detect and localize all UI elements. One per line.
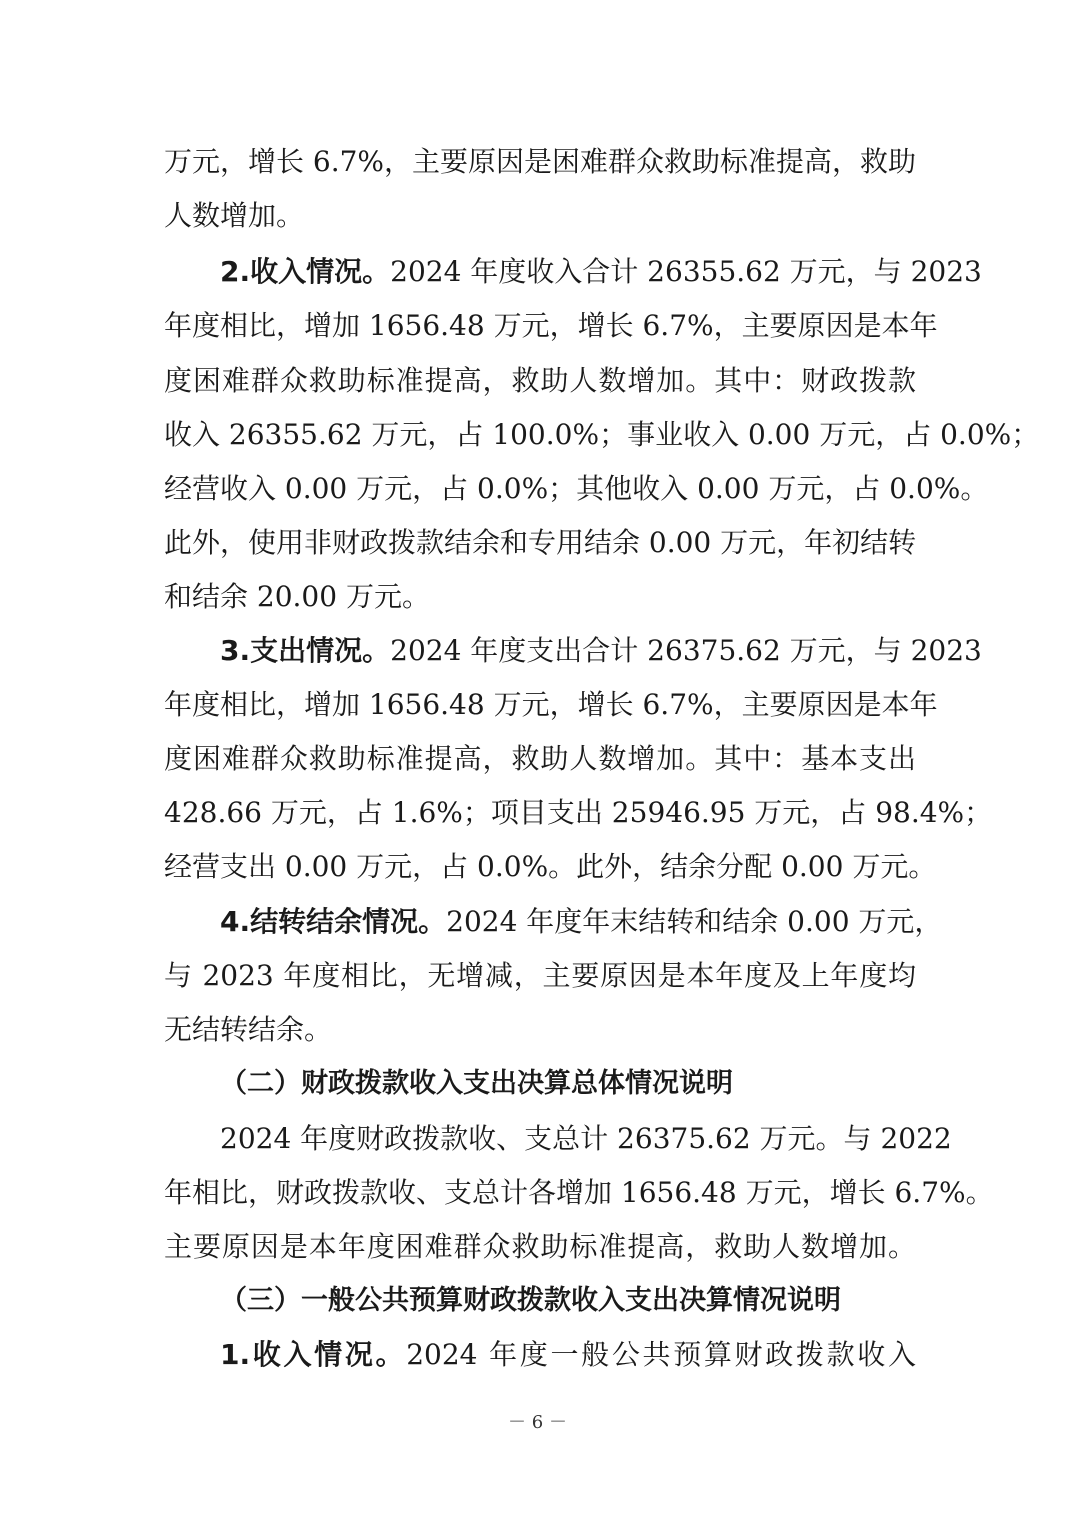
- page-number: － 6 －: [508, 1412, 567, 1433]
- income-heading: 2.收入情况。: [220, 255, 391, 288]
- section-heading: （三）一般公共预算财政拨款收入支出决算情况说明: [220, 1285, 841, 1316]
- carryover-first-text: 2024 年度年末结转和结余 0.00 万元，: [446, 905, 943, 938]
- text-line: 收入 26355.62 万元，占 100.0%；事业收入 0.00 万元，占 0.0%；: [164, 418, 1040, 451]
- text-line: 无结转结余。: [164, 1013, 333, 1046]
- text-line: 和结余 20.00 万元。: [164, 580, 430, 613]
- text-line: 度困难群众救助标准提高，救助人数增加。其中：基本支出: [164, 742, 916, 775]
- text-line: 主要原因是本年度困难群众救助标准提高，救助人数增加。: [164, 1230, 916, 1263]
- text-line: 经营收入 0.00 万元，占 0.0%；其他收入 0.00 万元，占 0.0%。: [164, 472, 989, 505]
- text-line: 2024 年度财政拨款收、支总计 26375.62 万元。与 2022: [220, 1122, 952, 1155]
- paragraph-carryover-first-line: [220, 902, 943, 942]
- section-heading: （二）财政拨款收入支出决算总体情况说明: [220, 1068, 733, 1099]
- carryover-heading: 4.结转结余情况。: [220, 905, 447, 938]
- text-line: 经营支出 0.00 万元，占 0.0%。此外，结余分配 0.00 万元。: [164, 850, 937, 883]
- text-line: 年相比，财政拨款收、支总计各增加 1656.48 万元，增长 6.7%。: [164, 1176, 994, 1209]
- expense-heading: 3.支出情况。: [220, 634, 391, 667]
- income-first-text: 2024 年度收入合计 26355.62 万元，与 2023: [390, 255, 982, 288]
- text-line: 与 2023 年度相比，无增减，主要原因是本年度及上年度均: [164, 959, 916, 992]
- paragraph-income-first-line: [220, 252, 982, 292]
- text-line: 428.66 万元，占 1.6%；项目支出 25946.95 万元，占 98.4%；: [164, 796, 993, 829]
- text-line: 此外，使用非财政拨款结余和专用结余 0.00 万元，年初结转: [164, 526, 917, 559]
- text-line: 度困难群众救助标准提高，救助人数增加。其中：财政拨款: [164, 364, 916, 397]
- text-line: 人数增加。: [164, 199, 305, 232]
- paragraph-expense-first-line: [220, 631, 982, 671]
- text-line: 年度相比，增加 1656.48 万元，增长 6.7%，主要原因是本年: [164, 688, 938, 721]
- section3-first-text: 2024 年度一般公共预算财政拨款收入: [406, 1338, 916, 1371]
- text-line: 万元，增长 6.7%，主要原因是困难群众救助标准提高，救助: [164, 145, 917, 178]
- paragraph-section3-first-line: [220, 1335, 916, 1375]
- section3-income-heading: 1.收入情况。: [220, 1338, 407, 1371]
- expense-first-text: 2024 年度支出合计 26375.62 万元，与 2023: [390, 634, 982, 667]
- text-line: 年度相比，增加 1656.48 万元，增长 6.7%，主要原因是本年: [164, 309, 938, 342]
